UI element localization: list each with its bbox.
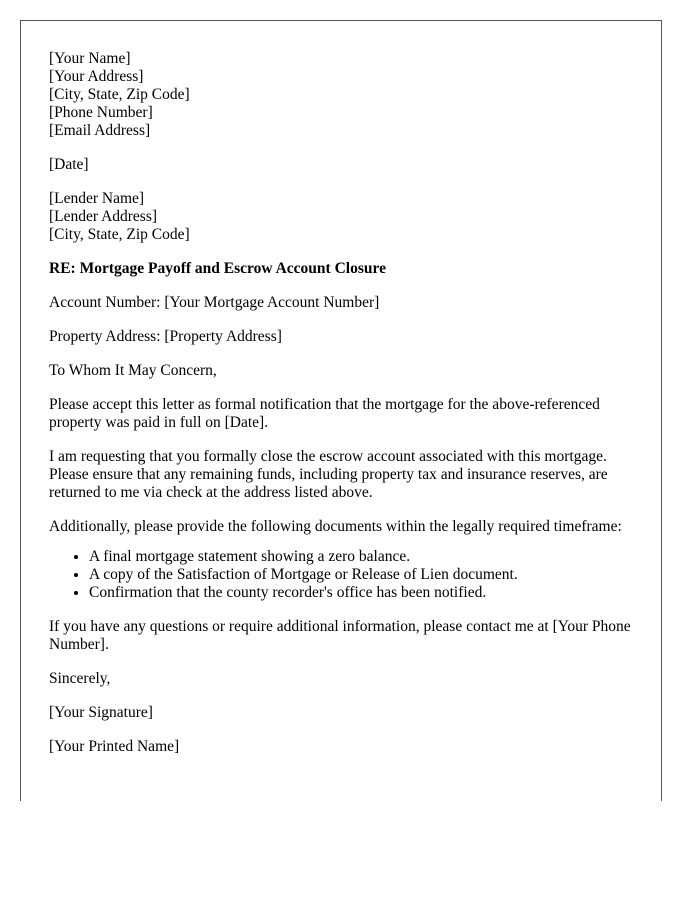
sender-phone: [Phone Number] — [49, 104, 153, 121]
paragraph-payoff-notice: Please accept this letter as formal notification that the mortgage for the above-referenced property was paid in full on [Date]. — [49, 396, 600, 431]
recipient-block — [49, 190, 639, 244]
salutation: To Whom It May Concern, — [49, 362, 217, 379]
signature: [Your Signature] — [49, 704, 153, 721]
recipient-name: [Lender Name] — [49, 190, 145, 207]
sender-address: [Your Address] — [49, 68, 144, 85]
closing: Sincerely, — [49, 670, 111, 687]
letter-body — [49, 50, 639, 772]
paragraph-escrow-request: I am requesting that you formally close the escrow account associated with this mortgage. Please ensure that any remaining funds, including property tax and insurance reserves, are returned to me via check at the address listed above. — [49, 448, 608, 501]
list-item: • A copy of the Satisfaction of Mortgage or Release of Lien document. — [89, 566, 639, 584]
property-address: Property Address: [Property Address] — [49, 328, 282, 345]
sender-name: [Your Name] — [49, 50, 131, 67]
list-item: • A final mortgage statement showing a zero balance. — [89, 548, 639, 566]
requested-documents-list — [49, 548, 639, 602]
account-number: Account Number: [Your Mortgage Account Number] — [49, 294, 380, 311]
letter-page — [20, 20, 662, 801]
list-item: • Confirmation that the county recorder's office has been notified. — [89, 584, 639, 602]
sender-email: [Email Address] — [49, 122, 151, 139]
paragraph-contact: If you have any questions or require additional information, please contact me at [Your Phone Number]. — [49, 618, 631, 653]
subject-line: RE: Mortgage Payoff and Escrow Account Closure — [49, 260, 386, 277]
printed-name: [Your Printed Name] — [49, 738, 180, 755]
paragraph-documents-intro: Additionally, please provide the following documents within the legally required timeframe: — [49, 518, 622, 535]
sender-city-state-zip: [City, State, Zip Code] — [49, 86, 190, 103]
recipient-address: [Lender Address] — [49, 208, 158, 225]
recipient-city-state-zip: [City, State, Zip Code] — [49, 226, 190, 243]
sender-block — [49, 50, 639, 140]
letter-date: [Date] — [49, 156, 89, 173]
